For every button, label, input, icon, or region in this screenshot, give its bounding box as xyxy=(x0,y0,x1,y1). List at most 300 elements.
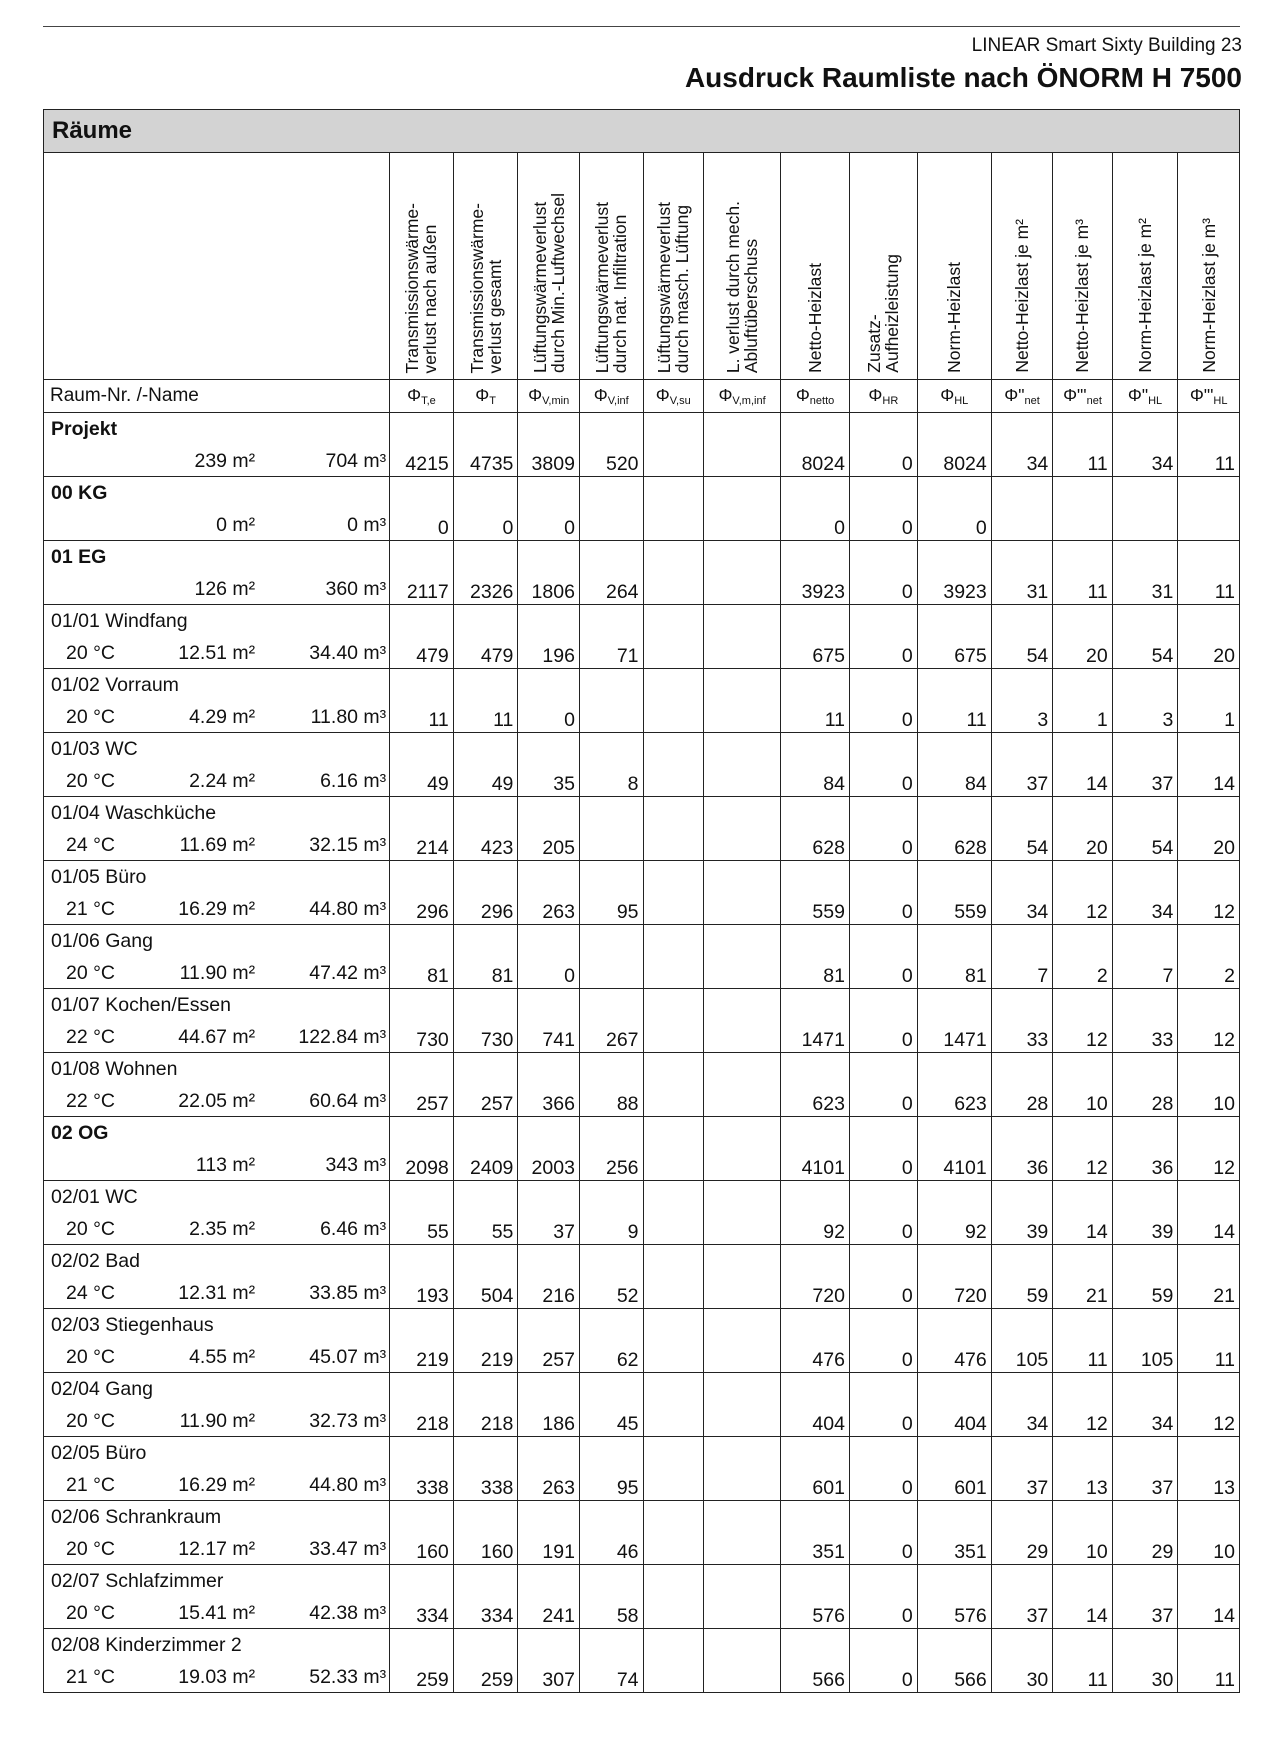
room-temperature: 20 °C xyxy=(66,1602,115,1624)
spacer-cell xyxy=(1053,861,1112,894)
room-area: 15.41 m² xyxy=(178,1602,256,1624)
value-cell: 21 xyxy=(1178,1277,1240,1309)
spacer-cell xyxy=(991,1245,1053,1278)
spacer-cell xyxy=(1178,733,1240,766)
value-cell: 95 xyxy=(579,1469,643,1501)
spacer-cell xyxy=(703,1565,780,1598)
value-cell: 559 xyxy=(781,893,850,925)
spacer-cell xyxy=(1053,413,1112,446)
header-rule xyxy=(43,26,1240,27)
value-row xyxy=(44,1597,1240,1629)
spacer-cell xyxy=(703,413,780,446)
column-symbol-5: $\Phi_{V,m,inf}$ xyxy=(703,380,780,413)
spacer-cell xyxy=(1178,1629,1240,1662)
spacer-cell xyxy=(453,1053,518,1086)
value-cell: 3 xyxy=(1112,701,1178,733)
spacer-cell xyxy=(579,1373,643,1406)
value-cell: 11 xyxy=(1178,1341,1240,1373)
spacer-cell xyxy=(518,541,580,574)
value-cell xyxy=(703,829,780,861)
value-cell: 20 xyxy=(1178,637,1240,669)
spacer-cell xyxy=(703,541,780,574)
room-name: 02/01 WC xyxy=(44,1181,390,1214)
value-row xyxy=(44,765,1240,797)
spacer-cell xyxy=(1178,1117,1240,1150)
column-symbol-1: $\Phi_T$ xyxy=(453,380,518,413)
spacer-cell xyxy=(1112,1053,1178,1086)
column-label-11 xyxy=(1112,153,1178,380)
value-cell: 12 xyxy=(1178,1021,1240,1053)
spacer-cell xyxy=(991,1181,1053,1214)
spacer-cell xyxy=(390,925,454,958)
value-cell: 10 xyxy=(1053,1085,1112,1117)
value-cell: 296 xyxy=(390,893,454,925)
table-body xyxy=(44,413,1240,1693)
column-symbol-0: $\Phi_{T,e}$ xyxy=(390,380,454,413)
spacer-cell xyxy=(703,477,780,510)
spacer-cell xyxy=(1053,1053,1112,1086)
column-symbol-9: $\Phi"_{net}$ xyxy=(991,380,1053,413)
value-cell: 0 xyxy=(849,957,917,989)
spacer-cell xyxy=(1112,605,1178,638)
spacer-cell xyxy=(453,1565,518,1598)
value-cell: 476 xyxy=(781,1341,850,1373)
spacer-cell xyxy=(1053,925,1112,958)
column-label-text: Transmissionswärme- verlust nach außen xyxy=(402,202,441,373)
spacer-cell xyxy=(643,1373,703,1406)
spacer-cell xyxy=(781,1245,850,1278)
group-row xyxy=(44,413,1240,446)
column-label-row xyxy=(44,153,1240,380)
value-cell xyxy=(703,1597,780,1629)
spacer-cell xyxy=(390,1181,454,1214)
spacer-cell xyxy=(1053,1629,1112,1662)
room-geometry xyxy=(44,765,390,797)
spacer-cell xyxy=(991,1117,1053,1150)
spacer-cell xyxy=(703,797,780,830)
room-volume: 6.16 m³ xyxy=(320,770,387,792)
value-cell: 730 xyxy=(390,1021,454,1053)
spacer-cell xyxy=(518,733,580,766)
spacer-cell xyxy=(1178,477,1240,510)
spacer-cell xyxy=(390,541,454,574)
value-cell: 14 xyxy=(1053,1597,1112,1629)
spacer-cell xyxy=(991,989,1053,1022)
value-row xyxy=(44,829,1240,861)
spacer-cell xyxy=(518,1629,580,1662)
column-label-text: L. verlust durch mech. Abluftüberschuss xyxy=(723,200,762,373)
room-name: 01/06 Gang xyxy=(44,925,390,958)
value-cell: 193 xyxy=(390,1277,454,1309)
value-cell: 205 xyxy=(518,829,580,861)
spacer-cell xyxy=(703,1181,780,1214)
spacer-cell xyxy=(390,861,454,894)
spacer-cell xyxy=(518,797,580,830)
value-cell: 623 xyxy=(781,1085,850,1117)
room-row xyxy=(44,989,1240,1022)
spacer-cell xyxy=(1053,1181,1112,1214)
value-cell: 29 xyxy=(1112,1533,1178,1565)
value-cell xyxy=(643,445,703,477)
value-cell xyxy=(703,701,780,733)
spacer-cell xyxy=(390,733,454,766)
value-cell: 423 xyxy=(453,829,518,861)
spacer-cell xyxy=(1178,861,1240,894)
value-cell xyxy=(703,445,780,477)
column-symbol-8: $\Phi_{HL}$ xyxy=(917,380,991,413)
spacer-cell xyxy=(579,1117,643,1150)
value-row xyxy=(44,1469,1240,1501)
room-area: 12.17 m² xyxy=(178,1538,256,1560)
column-label-8 xyxy=(917,153,991,380)
spacer-cell xyxy=(643,1565,703,1598)
value-cell: 0 xyxy=(849,445,917,477)
spacer-cell xyxy=(1053,1117,1112,1150)
spacer-cell xyxy=(1178,925,1240,958)
value-cell xyxy=(643,1661,703,1693)
value-cell: 11 xyxy=(1053,1661,1112,1693)
spacer-cell xyxy=(518,925,580,958)
spacer-cell xyxy=(390,1053,454,1086)
spacer-cell xyxy=(1112,797,1178,830)
spacer-cell xyxy=(781,1117,850,1150)
room-geometry xyxy=(44,1533,390,1565)
spacer-cell xyxy=(579,1053,643,1086)
value-cell: 37 xyxy=(991,1597,1053,1629)
value-cell: 479 xyxy=(390,637,454,669)
spacer-cell xyxy=(390,669,454,702)
value-cell: 10 xyxy=(1178,1085,1240,1117)
value-cell: 257 xyxy=(453,1085,518,1117)
value-cell: 4101 xyxy=(781,1149,850,1181)
value-cell: 8 xyxy=(579,765,643,797)
room-area: 19.03 m² xyxy=(178,1666,256,1688)
room-volume: 34.40 m³ xyxy=(309,642,387,664)
value-cell: 218 xyxy=(390,1405,454,1437)
spacer-cell xyxy=(390,1373,454,1406)
value-cell xyxy=(703,1405,780,1437)
spacer-cell xyxy=(1112,1629,1178,1662)
spacer-cell xyxy=(453,1309,518,1342)
spacer-cell xyxy=(643,541,703,574)
spacer-cell xyxy=(390,605,454,638)
room-volume: 6.46 m³ xyxy=(320,1218,387,1240)
value-cell: 30 xyxy=(1112,1661,1178,1693)
group-row xyxy=(44,477,1240,510)
room-row xyxy=(44,1373,1240,1406)
value-cell: 196 xyxy=(518,637,580,669)
room-temperature: 22 °C xyxy=(66,1026,115,1048)
spacer-cell xyxy=(849,1117,917,1150)
room-name: 02/04 Gang xyxy=(44,1373,390,1406)
value-cell: 14 xyxy=(1178,1213,1240,1245)
spacer-cell xyxy=(917,1373,991,1406)
value-cell: 259 xyxy=(390,1661,454,1693)
value-cell: 2 xyxy=(1178,957,1240,989)
spacer-cell xyxy=(1112,861,1178,894)
value-row xyxy=(44,1533,1240,1565)
column-label-text: Zusatz- Aufheizleistung xyxy=(864,254,903,373)
value-cell: 105 xyxy=(991,1341,1053,1373)
value-cell: 95 xyxy=(579,893,643,925)
spacer-cell xyxy=(1112,989,1178,1022)
spacer-cell xyxy=(643,669,703,702)
spacer-cell xyxy=(781,797,850,830)
room-row xyxy=(44,1309,1240,1342)
spacer-cell xyxy=(849,1245,917,1278)
value-row xyxy=(44,957,1240,989)
spacer-cell xyxy=(1112,477,1178,510)
value-cell: 263 xyxy=(518,893,580,925)
spacer-cell xyxy=(1053,1373,1112,1406)
value-cell: 88 xyxy=(579,1085,643,1117)
value-cell: 4215 xyxy=(390,445,454,477)
document-subtitle: LINEAR Smart Sixty Building 23 xyxy=(971,35,1242,56)
column-label-4 xyxy=(643,153,703,380)
value-cell xyxy=(643,1405,703,1437)
spacer-cell xyxy=(917,669,991,702)
value-cell: 0 xyxy=(849,637,917,669)
value-cell: 351 xyxy=(917,1533,991,1565)
spacer-cell xyxy=(917,477,991,510)
value-cell: 4101 xyxy=(917,1149,991,1181)
spacer-cell xyxy=(643,1117,703,1150)
spacer-cell xyxy=(518,477,580,510)
spacer-cell xyxy=(1053,733,1112,766)
value-cell: 34 xyxy=(991,445,1053,477)
spacer-cell xyxy=(518,1565,580,1598)
value-cell: 720 xyxy=(781,1277,850,1309)
spacer-cell xyxy=(1112,925,1178,958)
value-cell: 219 xyxy=(453,1341,518,1373)
value-cell xyxy=(643,701,703,733)
value-cell: 4735 xyxy=(453,445,518,477)
spacer-cell xyxy=(518,861,580,894)
spacer-cell xyxy=(643,733,703,766)
room-volume: 60.64 m³ xyxy=(309,1090,387,1112)
spacer-cell xyxy=(781,1565,850,1598)
room-area: 16.29 m² xyxy=(178,898,256,920)
room-geometry xyxy=(44,445,390,477)
value-row xyxy=(44,1405,1240,1437)
spacer-cell xyxy=(1178,1565,1240,1598)
value-row xyxy=(44,893,1240,925)
value-cell xyxy=(643,573,703,605)
spacer-cell xyxy=(453,413,518,446)
room-geometry xyxy=(44,1341,390,1373)
spacer-cell xyxy=(1178,605,1240,638)
value-cell: 264 xyxy=(579,573,643,605)
value-cell: 296 xyxy=(453,893,518,925)
value-cell xyxy=(643,957,703,989)
group-row xyxy=(44,1117,1240,1150)
value-cell: 34 xyxy=(991,1405,1053,1437)
spacer-cell xyxy=(917,1181,991,1214)
room-geometry xyxy=(44,1213,390,1245)
room-row xyxy=(44,925,1240,958)
value-cell xyxy=(643,509,703,541)
value-cell: 263 xyxy=(518,1469,580,1501)
value-cell xyxy=(643,893,703,925)
spacer-cell xyxy=(1178,1501,1240,1534)
spacer-cell xyxy=(579,477,643,510)
value-cell: 12 xyxy=(1053,893,1112,925)
room-geometry xyxy=(44,1277,390,1309)
value-cell: 334 xyxy=(453,1597,518,1629)
value-cell: 404 xyxy=(781,1405,850,1437)
spacer-cell xyxy=(1178,1245,1240,1278)
room-volume: 45.07 m³ xyxy=(309,1346,387,1368)
spacer-cell xyxy=(1112,669,1178,702)
spacer-cell xyxy=(703,1117,780,1150)
spacer-cell xyxy=(1112,1117,1178,1150)
room-row xyxy=(44,1181,1240,1214)
spacer-cell xyxy=(849,669,917,702)
room-temperature: 20 °C xyxy=(66,1538,115,1560)
value-row xyxy=(44,1661,1240,1693)
value-cell: 566 xyxy=(917,1661,991,1693)
room-geometry xyxy=(44,829,390,861)
spacer-cell xyxy=(579,669,643,702)
value-cell: 214 xyxy=(390,829,454,861)
column-symbol-7: $\Phi_{HR}$ xyxy=(849,380,917,413)
room-temperature: 21 °C xyxy=(66,1666,115,1688)
value-cell xyxy=(643,1469,703,1501)
spacer-cell xyxy=(518,605,580,638)
value-cell: 8024 xyxy=(781,445,850,477)
value-cell: 37 xyxy=(1112,1469,1178,1501)
spacer-cell xyxy=(781,1309,850,1342)
value-cell xyxy=(643,1021,703,1053)
spacer-cell xyxy=(703,1373,780,1406)
spacer-cell xyxy=(1112,1309,1178,1342)
spacer-cell xyxy=(1053,1501,1112,1534)
value-cell: 11 xyxy=(781,701,850,733)
value-cell: 33 xyxy=(991,1021,1053,1053)
spacer-cell xyxy=(1053,1309,1112,1342)
spacer-cell xyxy=(917,413,991,446)
value-cell: 0 xyxy=(390,509,454,541)
value-cell: 351 xyxy=(781,1533,850,1565)
spacer-cell xyxy=(390,1309,454,1342)
spacer-cell xyxy=(643,1053,703,1086)
value-cell: 20 xyxy=(1178,829,1240,861)
spacer-cell xyxy=(518,669,580,702)
value-cell: 74 xyxy=(579,1661,643,1693)
room-area: 16.29 m² xyxy=(178,1474,256,1496)
value-cell xyxy=(1053,509,1112,541)
value-cell: 14 xyxy=(1178,1597,1240,1629)
spacer-cell xyxy=(991,1501,1053,1534)
value-cell: 14 xyxy=(1178,765,1240,797)
value-cell: 0 xyxy=(849,1021,917,1053)
spacer-cell xyxy=(1112,733,1178,766)
spacer-cell xyxy=(1178,413,1240,446)
value-cell: 12 xyxy=(1053,1021,1112,1053)
spacer-cell xyxy=(390,1629,454,1662)
column-symbol-12: $\Phi"'_{HL}$ xyxy=(1178,380,1240,413)
value-cell: 84 xyxy=(917,765,991,797)
room-geometry xyxy=(44,701,390,733)
spacer-cell xyxy=(991,477,1053,510)
spacer-cell xyxy=(518,989,580,1022)
room-name: 01/02 Vorraum xyxy=(44,669,390,702)
value-cell: 81 xyxy=(917,957,991,989)
value-cell: 7 xyxy=(1112,957,1178,989)
room-temperature: 21 °C xyxy=(66,1474,115,1496)
spacer-cell xyxy=(781,1053,850,1086)
spacer-cell xyxy=(453,1181,518,1214)
value-cell: 257 xyxy=(518,1341,580,1373)
value-cell: 34 xyxy=(1112,445,1178,477)
room-volume: 42.38 m³ xyxy=(309,1602,387,1624)
spacer-cell xyxy=(453,989,518,1022)
value-cell: 37 xyxy=(991,765,1053,797)
value-row xyxy=(44,445,1240,477)
value-cell: 49 xyxy=(453,765,518,797)
room-geometry xyxy=(44,637,390,669)
column-label-text: Netto-Heizlast je m³ xyxy=(1072,219,1093,373)
value-cell xyxy=(643,1149,703,1181)
room-list-table xyxy=(43,109,1240,1693)
value-cell: 259 xyxy=(453,1661,518,1693)
value-cell: 11 xyxy=(1053,573,1112,605)
value-cell xyxy=(703,1213,780,1245)
room-name: 01/08 Wohnen xyxy=(44,1053,390,1086)
value-cell: 2 xyxy=(1053,957,1112,989)
value-cell: 256 xyxy=(579,1149,643,1181)
spacer-cell xyxy=(579,1437,643,1470)
column-label-12 xyxy=(1178,153,1240,380)
value-cell: 0 xyxy=(849,1533,917,1565)
room-row xyxy=(44,733,1240,766)
value-cell: 0 xyxy=(518,701,580,733)
spacer-cell xyxy=(849,797,917,830)
spacer-cell xyxy=(1112,541,1178,574)
value-cell: 0 xyxy=(849,1469,917,1501)
spacer-cell xyxy=(1178,541,1240,574)
spacer-cell xyxy=(917,1117,991,1150)
value-cell: 39 xyxy=(1112,1213,1178,1245)
value-cell xyxy=(991,509,1053,541)
value-cell: 1471 xyxy=(917,1021,991,1053)
value-cell: 34 xyxy=(1112,1405,1178,1437)
spacer-cell xyxy=(917,1437,991,1470)
spacer-cell xyxy=(991,1053,1053,1086)
spacer-cell xyxy=(579,1245,643,1278)
spacer-cell xyxy=(703,1437,780,1470)
room-name: 02/08 Kinderzimmer 2 xyxy=(44,1629,390,1662)
value-cell: 623 xyxy=(917,1085,991,1117)
spacer-cell xyxy=(781,477,850,510)
value-cell: 1471 xyxy=(781,1021,850,1053)
value-cell: 92 xyxy=(781,1213,850,1245)
value-cell: 216 xyxy=(518,1277,580,1309)
value-cell: 628 xyxy=(781,829,850,861)
spacer-cell xyxy=(518,1245,580,1278)
room-volume: 343 m³ xyxy=(325,1154,387,1176)
spacer-cell xyxy=(390,989,454,1022)
spacer-cell xyxy=(453,477,518,510)
value-cell: 54 xyxy=(991,829,1053,861)
spacer-cell xyxy=(390,1117,454,1150)
column-symbol-11: $\Phi"_{HL}$ xyxy=(1112,380,1178,413)
spacer-cell xyxy=(991,797,1053,830)
value-cell: 338 xyxy=(390,1469,454,1501)
spacer-cell xyxy=(643,1437,703,1470)
value-cell xyxy=(643,829,703,861)
column-label-text: Lüftungswärmeverlust durch nat. Infiltration xyxy=(592,201,631,373)
